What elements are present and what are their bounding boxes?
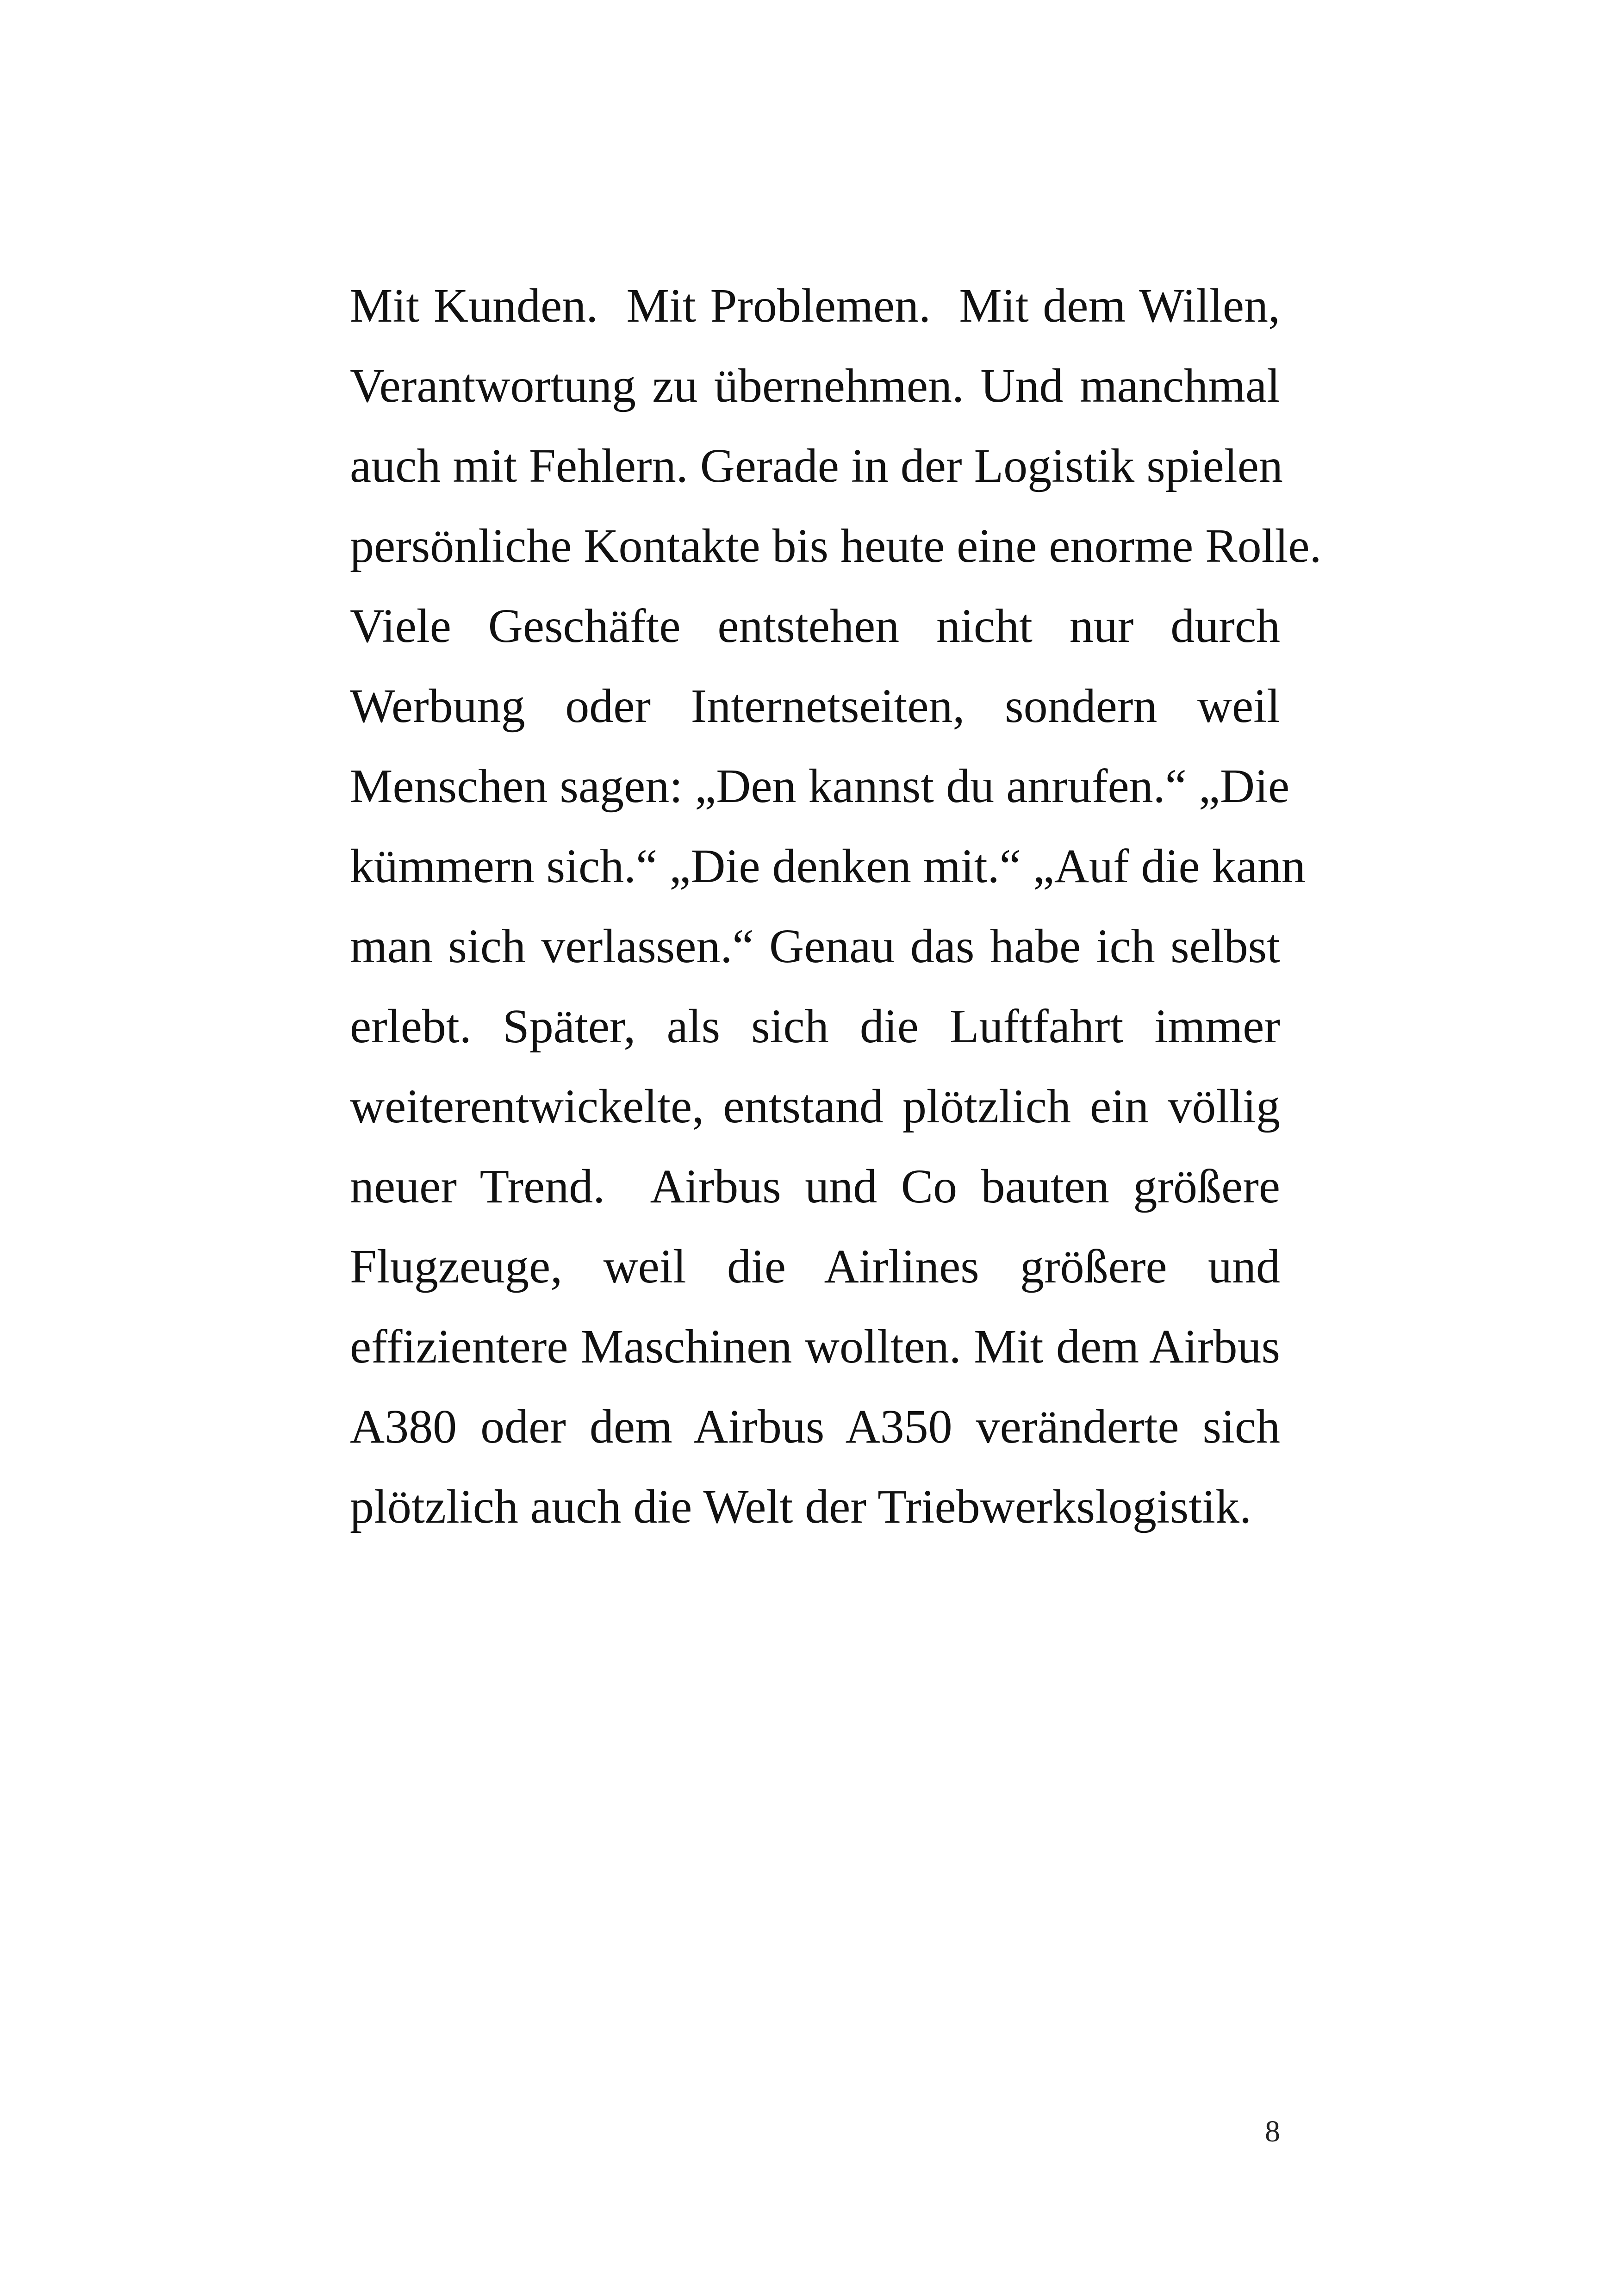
text-line: auch mit Fehlern. Gerade in der Logistik spielen	[350, 439, 1283, 492]
text-line: erlebt. Später, als sich die Luftfahrt immer	[350, 1000, 1280, 1053]
text-line: Viele Geschäfte entstehen nicht nur durch	[350, 599, 1280, 653]
text-line: Werbung oder Internetseiten, sondern weil	[350, 679, 1280, 733]
text-line: persönliche Kontakte bis heute eine enorme Rolle.	[350, 519, 1322, 572]
text-line: kümmern sich.“ „Die denken mit.“ „Auf die kann	[350, 840, 1306, 893]
text-line: neuer Trend. Airbus und Co bauten größere	[350, 1160, 1280, 1213]
text-line: Mit Kunden. Mit Problemen. Mit dem Willen,	[350, 279, 1280, 332]
page-number: 8	[1265, 2115, 1280, 2148]
text-line: Menschen sagen: „Den kannst du anrufen.“ „Die	[350, 759, 1290, 813]
text-line: A380 oder dem Airbus A350 veränderte sich	[350, 1400, 1280, 1453]
text-line: weiterentwickelte, entstand plötzlich ein völlig	[350, 1080, 1280, 1133]
text-line: Verantwortung zu übernehmen. Und manchmal	[350, 359, 1280, 412]
text-line: effizientere Maschinen wollten. Mit dem Airbus	[350, 1320, 1280, 1373]
text-line: man sich verlassen.“ Genau das habe ich selbst	[350, 920, 1280, 973]
text-line: Flugzeuge, weil die Airlines größere und	[350, 1240, 1280, 1293]
body-paragraph	[350, 266, 1322, 1547]
text-line: plötzlich auch die Welt der Triebwerkslogistik.	[350, 1480, 1252, 1533]
